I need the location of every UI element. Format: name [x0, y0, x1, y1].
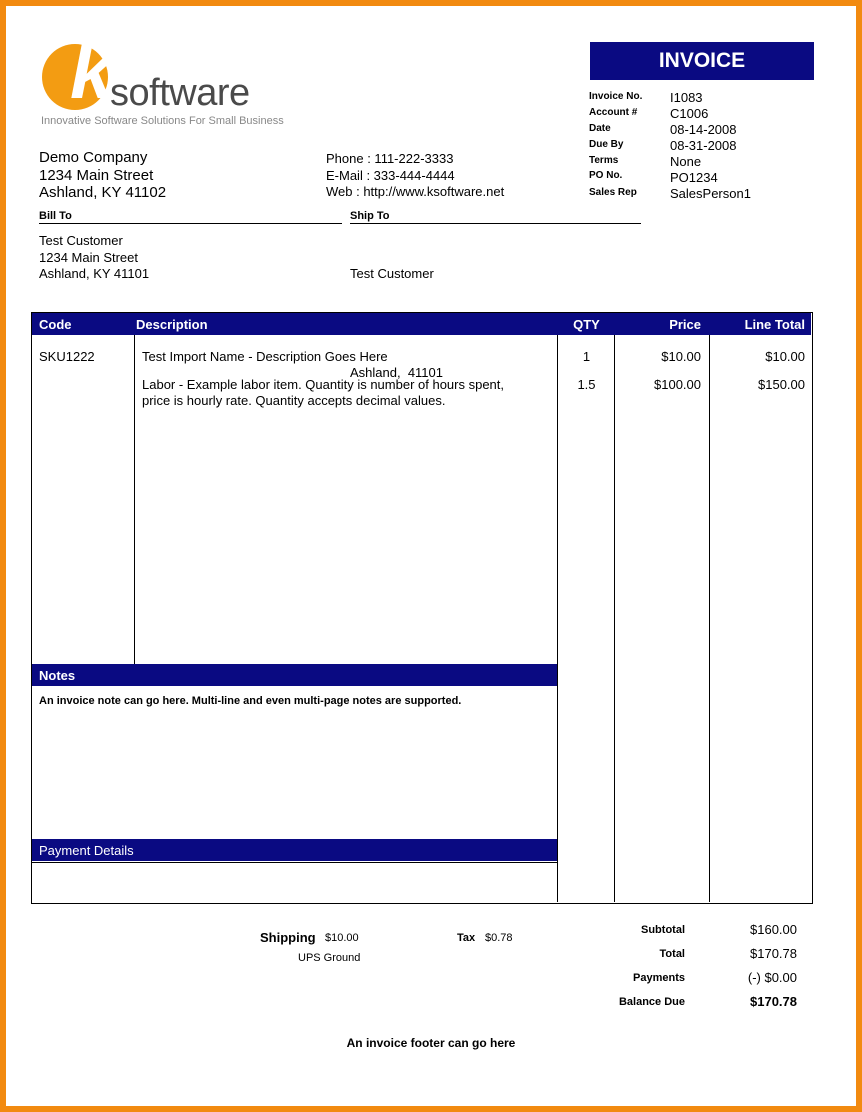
meta-label-terms: Terms	[589, 155, 619, 166]
meta-label-po: PO No.	[589, 170, 623, 181]
payments-label: Payments	[633, 972, 685, 984]
column-divider	[614, 335, 615, 902]
notes-text: An invoice note can go here. Multi-line and even multi-page notes are supported.	[39, 695, 462, 707]
meta-label-invoice-no: Invoice No.	[589, 91, 643, 102]
ship-to-name: Test Customer	[350, 266, 434, 281]
subtotal-label: Subtotal	[641, 924, 685, 936]
col-header-price: Price	[615, 313, 710, 335]
shipping-amount: $10.00	[325, 932, 359, 944]
column-divider	[134, 335, 135, 665]
row2-price: $100.00	[654, 377, 701, 392]
meta-label-sales-rep: Sales Rep	[589, 187, 637, 198]
tax-label: Tax	[457, 932, 476, 944]
row1-description: Test Import Name - Description Goes Here	[142, 349, 388, 364]
payment-details-heading: Payment Details	[32, 839, 557, 861]
subtotal-value: $160.00	[750, 922, 797, 937]
meta-value-due-by: 08-31-2008	[670, 138, 737, 153]
col-header-code: Code	[32, 313, 135, 335]
company-name: Demo Company	[39, 149, 148, 166]
tax-amount: $0.78	[485, 932, 513, 944]
meta-label-account: Account #	[589, 107, 638, 118]
row1-code: SKU1222	[39, 349, 95, 364]
ship-to-city: Ashland, 41101	[350, 365, 443, 380]
shipping-label: Shipping	[260, 930, 316, 945]
contact-web: Web : http://www.ksoftware.net	[326, 184, 505, 199]
row2-qty: 1.5	[577, 377, 596, 392]
balance-due-label: Balance Due	[618, 996, 685, 1008]
meta-label-due-by: Due By	[589, 139, 624, 150]
payments-value: (-) $0.00	[747, 970, 797, 985]
company-address	[39, 149, 166, 202]
meta-value-sales-rep: SalesPerson1	[670, 186, 751, 201]
company-city: Ashland, KY 41102	[39, 184, 167, 201]
meta-label-date: Date	[589, 123, 611, 134]
col-header-description: Description	[135, 313, 558, 335]
logo-wordmark: software	[110, 72, 250, 114]
contact-phone: Phone : 111-222-3333	[326, 151, 454, 166]
shipping-method: UPS Ground	[298, 952, 361, 964]
meta-value-date: 08-14-2008	[670, 122, 737, 137]
row2-description-line1: Labor - Example labor item. Quantity is number of hours spent,	[142, 377, 505, 392]
bill-to-street: 1234 Main Street	[39, 249, 139, 265]
meta-value-po: PO1234	[670, 170, 718, 185]
total-label: Total	[659, 948, 685, 960]
row2-total: $150.00	[758, 377, 805, 392]
col-header-line-total: Line Total	[710, 313, 811, 335]
ship-to-heading: Ship To	[350, 210, 641, 224]
bill-to-name: Test Customer	[39, 233, 123, 248]
meta-value-invoice-no: I1083	[670, 90, 703, 105]
meta-value-terms: None	[670, 154, 702, 169]
balance-due-value: $170.78	[750, 994, 797, 1009]
invoice-title: INVOICE	[590, 42, 814, 80]
column-divider	[709, 335, 710, 902]
column-divider	[557, 335, 558, 902]
company-contact	[326, 151, 504, 201]
bill-to-heading: Bill To	[39, 210, 342, 224]
row1-total: $10.00	[765, 349, 805, 364]
col-header-qty: QTY	[558, 313, 615, 335]
row1-qty: 1	[582, 349, 591, 364]
logo-letter: k	[70, 27, 114, 115]
payment-divider	[32, 862, 557, 863]
bill-to-address	[39, 233, 149, 283]
total-value: $170.78	[750, 946, 797, 961]
row2-description-line2: price is hourly rate. Quantity accepts decimal values.	[142, 393, 446, 408]
logo-tagline: Innovative Software Solutions For Small Business	[41, 115, 284, 127]
company-street: 1234 Main Street	[39, 166, 154, 184]
bill-to-city: Ashland, KY 41101	[39, 266, 150, 281]
row1-price: $10.00	[661, 349, 701, 364]
contact-email: E-Mail : 333-444-4444	[326, 167, 455, 183]
meta-value-account: C1006	[670, 106, 709, 121]
invoice-footer: An invoice footer can go here	[346, 1036, 516, 1050]
notes-heading: Notes	[32, 664, 557, 686]
